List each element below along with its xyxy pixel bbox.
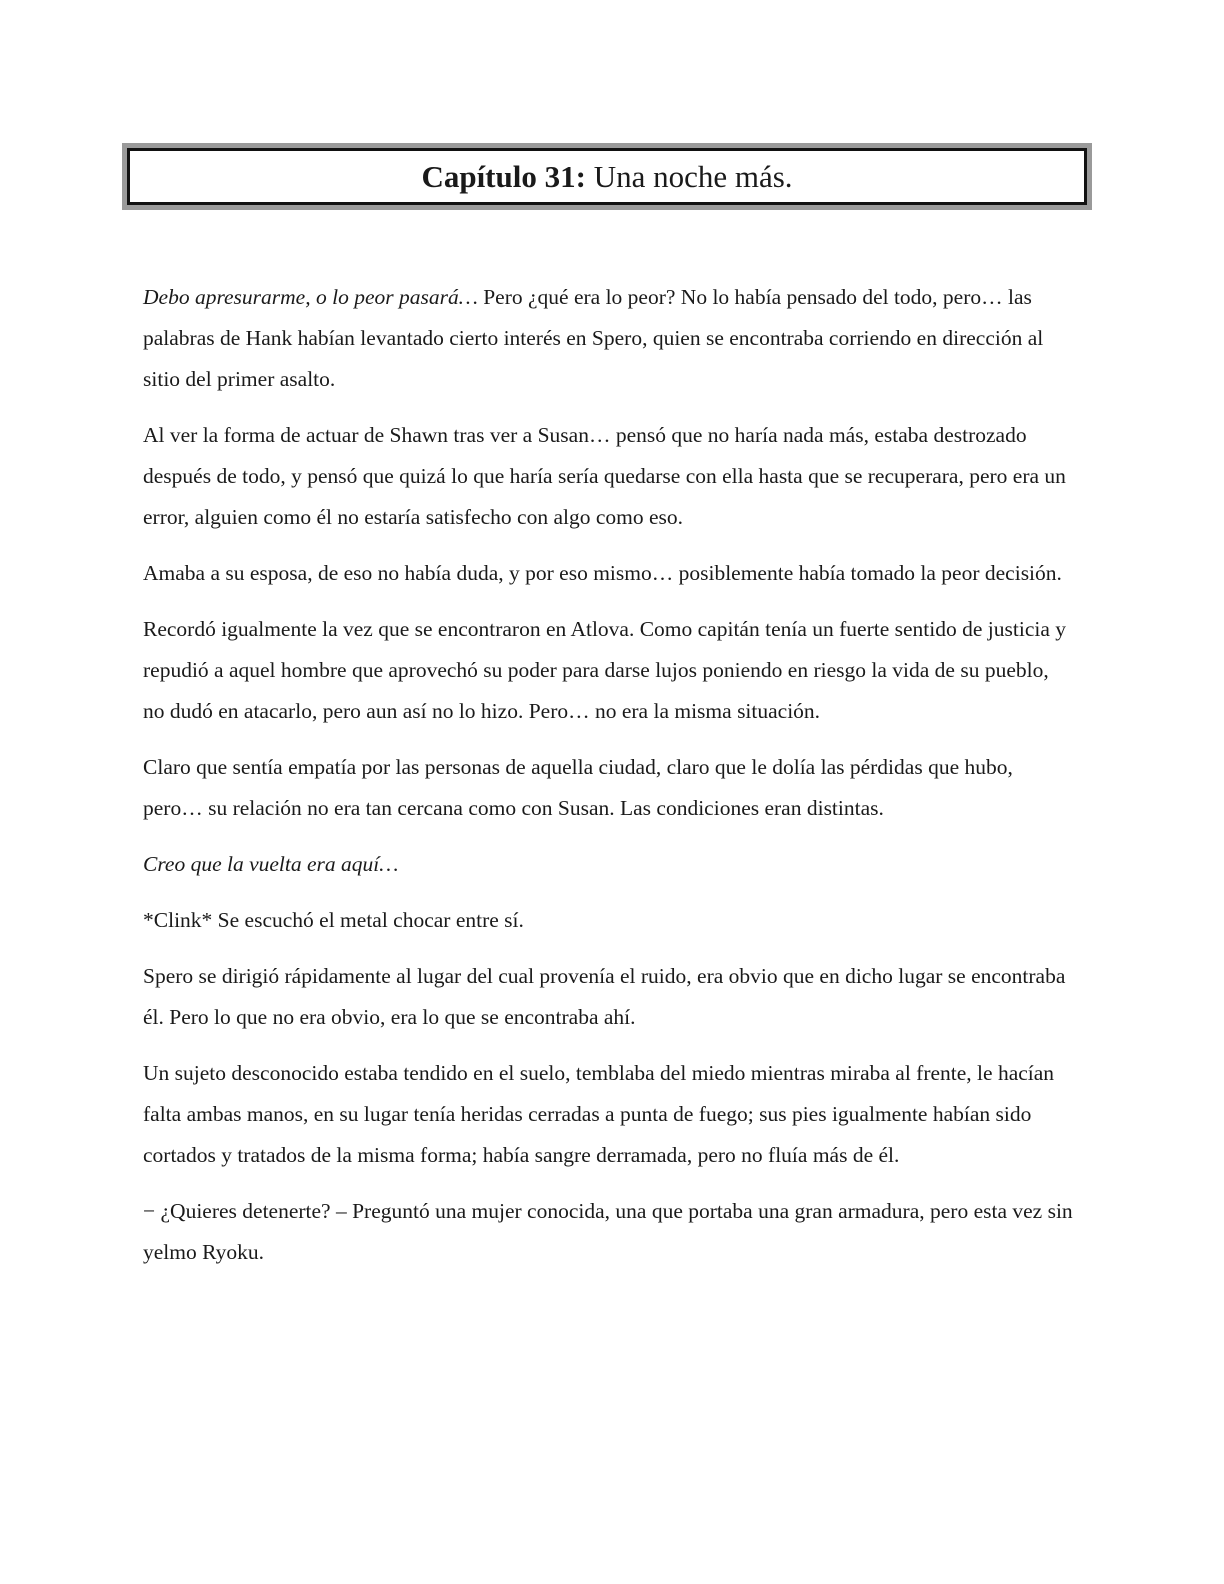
- paragraph: [143, 747, 1073, 829]
- paragraph: [143, 1053, 1073, 1176]
- paragraph: [143, 553, 1073, 594]
- paragraph-text: Spero se dirigió rápidamente al lugar del cual provenía el ruido, era obvio que en dicho lugar se encontraba él. Pero lo que no era obvio, era lo que se encontraba ahí.: [143, 964, 1066, 1029]
- chapter-name: Una noche más.: [593, 159, 793, 194]
- paragraph: [143, 415, 1073, 538]
- paragraph-text: Pero ¿qué era lo peor? No lo había pensado del todo, pero… las palabras de Hank habían levantado cierto interés en Spero, quien se encontraba corriendo en dirección al sitio del primer asalto.: [143, 285, 1044, 391]
- chapter-title-frame: [122, 143, 1092, 210]
- paragraph-text: Recordó igualmente la vez que se encontraron en Atlova. Como capitán tenía un fuerte sentido de justicia y repudió a aquel hombre que aprovechó su poder para darse lujos poniendo en riesgo la vida de su pueblo, no dudó en atacarlo, pero aun así no lo hizo. Pero… no era la misma situación.: [143, 617, 1066, 723]
- paragraph: [143, 609, 1073, 732]
- paragraph: [143, 1191, 1073, 1273]
- paragraph: [143, 844, 1073, 885]
- chapter-label: Capítulo 31:: [421, 159, 586, 194]
- paragraph: [143, 900, 1073, 941]
- chapter-title: [127, 148, 1087, 205]
- paragraph-text: *Clink* Se escuchó el metal chocar entre sí.: [143, 908, 524, 932]
- paragraph-text: Al ver la forma de actuar de Shawn tras ver a Susan… pensó que no haría nada más, estaba destrozado después de todo, y pensó que quizá lo que haría sería quedarse con ella hasta que se recuperara, pero era un error, alguien como él no estaría satisfecho con algo como eso.: [143, 423, 1066, 529]
- paragraph-text: Claro que sentía empatía por las personas de aquella ciudad, claro que le dolía las pérdidas que hubo, pero… su relación no era tan cercana como con Susan. Las condiciones eran distintas.: [143, 755, 1013, 820]
- chapter-body: [143, 277, 1073, 1288]
- paragraph: [143, 956, 1073, 1038]
- paragraph: [143, 277, 1073, 400]
- paragraph-text: − ¿Quieres detenerte? – Preguntó una mujer conocida, una que portaba una gran armadura, pero esta vez sin yelmo Ryoku.: [143, 1199, 1073, 1264]
- paragraph-text: Amaba a su esposa, de eso no había duda, y por eso mismo… posiblemente había tomado la peor decisión.: [143, 561, 1062, 585]
- paragraph-italic: Creo que la vuelta era aquí…: [143, 852, 399, 876]
- paragraph-italic: Debo apresurarme, o lo peor pasará…: [143, 285, 478, 309]
- paragraph-text: Un sujeto desconocido estaba tendido en el suelo, temblaba del miedo mientras miraba al frente, le hacían falta ambas manos, en su lugar tenía heridas cerradas a punta de fuego; sus pies igualmente habían sido cortados y tratados de la misma forma; había sangre derramada, pero no fluía más de él.: [143, 1061, 1055, 1167]
